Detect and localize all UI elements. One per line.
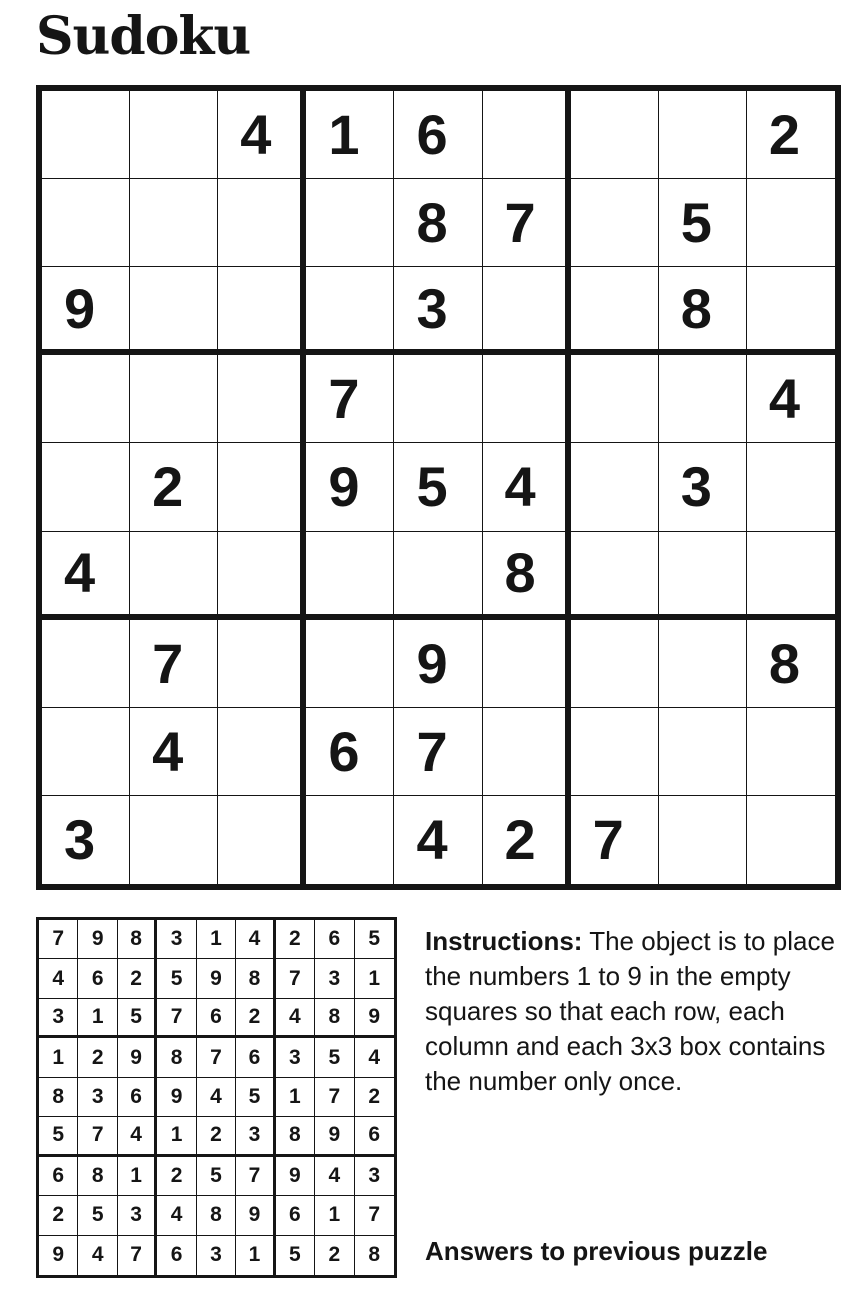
sudoku-cell-r9-c2[interactable] [130, 796, 218, 884]
solution-cell-r5-c7: 1 [276, 1078, 315, 1117]
solution-cell-r8-c8: 1 [315, 1196, 354, 1235]
solution-cell-r9-c9: 8 [368, 1243, 381, 1267]
sudoku-cell-r8-c2[interactable]: 4 [130, 708, 218, 796]
solution-cell-r9-c5: 3 [197, 1236, 236, 1275]
solution-cell-r3-c7: 4 [276, 999, 315, 1038]
sudoku-cell-r9-c6[interactable]: 2 [483, 796, 571, 884]
solution-cell-r8-c9: 7 [355, 1196, 394, 1235]
solution-cell-r2-c7: 7 [276, 959, 315, 998]
solution-cell-r5-c1: 8 [39, 1078, 78, 1117]
sudoku-cell-r9-c1[interactable]: 3 [42, 796, 130, 884]
solution-cell-r7-c7: 9 [276, 1157, 315, 1196]
sudoku-cell-r3-c1[interactable]: 9 [42, 267, 130, 355]
solution-cell-r9-c4: 6 [157, 1236, 196, 1275]
solution-cell-r5-c2: 3 [78, 1078, 117, 1117]
solution-cell-r1-c8: 6 [315, 920, 354, 959]
solution-cell-r4-c8: 5 [315, 1038, 354, 1077]
sudoku-cell-r3-c7[interactable] [571, 267, 659, 355]
instructions-text: The object is to place the numbers 1 to 9 in the empty squares so that each row, each column and each 3x3 box contains the number only once. [425, 926, 835, 1096]
solution-cell-r6-c1: 5 [39, 1117, 78, 1156]
solution-cell-r7-c4: 2 [157, 1157, 196, 1196]
sudoku-cell-r8-c4[interactable]: 6 [306, 708, 394, 796]
sudoku-grid [36, 85, 841, 890]
sudoku-cell-r5-c4[interactable]: 9 [306, 443, 394, 531]
solution-cell-r2-c8: 3 [315, 959, 354, 998]
sudoku-cell-r2-c9[interactable] [747, 179, 835, 267]
sudoku-cell-r1-c3[interactable]: 4 [218, 91, 306, 179]
sudoku-cell-r5-c9[interactable] [747, 443, 835, 531]
solution-cell-r3-c1: 3 [39, 999, 78, 1038]
instructions [425, 924, 835, 1099]
solution-cell-r1-c5: 1 [197, 920, 236, 959]
sudoku-cell-r6-c8[interactable] [659, 532, 747, 620]
solution-cell-r2-c6: 8 [236, 959, 275, 998]
solution-cell-r9-c7: 5 [276, 1236, 315, 1275]
sudoku-cell-r4-c4[interactable]: 7 [306, 355, 394, 443]
sudoku-cell-r1-c1[interactable] [42, 91, 130, 179]
solution-cell-r1-c1: 7 [39, 920, 78, 959]
sudoku-cell-r6-c4[interactable] [306, 532, 394, 620]
sudoku-cell-r8-c3[interactable] [218, 708, 306, 796]
sudoku-cell-r2-c8[interactable]: 5 [659, 179, 747, 267]
sudoku-cell-r3-c5[interactable]: 3 [394, 267, 482, 355]
sudoku-cell-r4-c7[interactable] [571, 355, 659, 443]
solution-cell-r7-c5: 5 [197, 1157, 236, 1196]
solution-cell-r8-c6: 9 [236, 1196, 275, 1235]
sudoku-cell-r6-c6[interactable]: 8 [483, 532, 571, 620]
solution-cell-r5-c5: 4 [197, 1078, 236, 1117]
solution-cell-r2-c4: 5 [157, 959, 196, 998]
sudoku-cell-r6-c7[interactable] [571, 532, 659, 620]
solution-cell-r9-c3: 7 [118, 1236, 157, 1275]
sudoku-cell-r9-c4[interactable] [306, 796, 394, 884]
solution-cell-r3-c4: 7 [157, 999, 196, 1038]
solution-cell-r8-c2: 5 [78, 1196, 117, 1235]
solution-cell-r2-c5: 9 [197, 959, 236, 998]
solution-cell-r7-c3: 1 [118, 1157, 157, 1196]
solution-cell-r4-c2: 2 [78, 1038, 117, 1077]
sudoku-cell-r7-c3[interactable] [218, 620, 306, 708]
previous-solution-grid [36, 917, 397, 1278]
solution-cell-r8-c5: 8 [197, 1196, 236, 1235]
solution-cell-r4-c1: 1 [39, 1038, 78, 1077]
sudoku-cell-r2-c6[interactable]: 7 [483, 179, 571, 267]
solution-cell-r9-c6: 1 [236, 1236, 275, 1275]
solution-cell-r7-c2: 8 [78, 1157, 117, 1196]
sudoku-cell-r7-c9[interactable]: 8 [747, 620, 835, 708]
sudoku-cell-r4-c5[interactable] [394, 355, 482, 443]
sudoku-cell-r2-c4[interactable] [306, 179, 394, 267]
solution-cell-r3-c9: 9 [355, 999, 394, 1038]
solution-cell-r8-c4: 4 [157, 1196, 196, 1235]
sudoku-cell-r3-c8[interactable]: 8 [659, 267, 747, 355]
sudoku-cell-r1-c6[interactable] [483, 91, 571, 179]
sudoku-cell-r7-c2[interactable]: 7 [130, 620, 218, 708]
sudoku-cell-r1-c9[interactable]: 2 [747, 91, 835, 179]
solution-cell-r1-c9: 5 [355, 920, 394, 959]
sudoku-cell-r6-c9[interactable] [747, 532, 835, 620]
sudoku-cell-r7-c1[interactable] [42, 620, 130, 708]
solution-cell-r6-c8: 9 [315, 1117, 354, 1156]
sudoku-cell-r7-c5[interactable]: 9 [394, 620, 482, 708]
sudoku-cell-r2-c5[interactable]: 8 [394, 179, 482, 267]
sudoku-cell-r8-c5[interactable]: 7 [394, 708, 482, 796]
sudoku-cell-r8-c1[interactable] [42, 708, 130, 796]
solution-cell-r9-c1: 9 [39, 1236, 78, 1275]
sudoku-cell-r6-c1[interactable]: 4 [42, 532, 130, 620]
sudoku-cell-r5-c1[interactable] [42, 443, 130, 531]
sudoku-cell-r8-c7[interactable] [571, 708, 659, 796]
solution-cell-r8-c1: 2 [39, 1196, 78, 1235]
solution-cell-r9-c2: 4 [78, 1236, 117, 1275]
sudoku-cell-r4-c2[interactable] [130, 355, 218, 443]
sudoku-cell-r8-c9[interactable] [747, 708, 835, 796]
sudoku-cell-r2-c7[interactable] [571, 179, 659, 267]
solution-cell-r3-c2: 1 [78, 999, 117, 1038]
sudoku-cell-r7-c4[interactable] [306, 620, 394, 708]
solution-cell-r6-c5: 2 [197, 1117, 236, 1156]
solution-cell-r1-c2: 9 [78, 920, 117, 959]
solution-cell-r3-c3: 5 [118, 999, 157, 1038]
solution-cell-r5-c9: 2 [355, 1078, 394, 1117]
sudoku-cell-r3-c4[interactable] [306, 267, 394, 355]
sudoku-cell-r9-c9[interactable] [747, 796, 835, 884]
sudoku-cell-r1-c8[interactable] [659, 91, 747, 179]
solution-cell-r5-c8: 7 [315, 1078, 354, 1117]
sudoku-cell-r8-c8[interactable] [659, 708, 747, 796]
sudoku-cell-r5-c8[interactable]: 3 [659, 443, 747, 531]
sudoku-cell-r6-c3[interactable] [218, 532, 306, 620]
sudoku-cell-r3-c6[interactable] [483, 267, 571, 355]
solution-cell-r4-c3: 9 [118, 1038, 157, 1077]
sudoku-cell-r4-c1[interactable] [42, 355, 130, 443]
sudoku-cell-r1-c5[interactable]: 6 [394, 91, 482, 179]
sudoku-cell-r5-c5[interactable]: 5 [394, 443, 482, 531]
solution-cell-r6-c2: 7 [78, 1117, 117, 1156]
sudoku-cell-r6-c5[interactable] [394, 532, 482, 620]
solution-cell-r3-c8: 8 [315, 999, 354, 1038]
sudoku-cell-r9-c7[interactable]: 7 [571, 796, 659, 884]
solution-cell-r1-c3: 8 [118, 920, 157, 959]
solution-cell-r4-c6: 6 [236, 1038, 275, 1077]
solution-cell-r1-c7: 2 [276, 920, 315, 959]
sudoku-cell-r3-c2[interactable] [130, 267, 218, 355]
sudoku-cell-r3-c3[interactable] [218, 267, 306, 355]
solution-cell-r6-c3: 4 [118, 1117, 157, 1156]
sudoku-cell-r5-c6[interactable]: 4 [483, 443, 571, 531]
sudoku-cell-r1-c4[interactable]: 1 [306, 91, 394, 179]
sudoku-cell-r2-c3[interactable] [218, 179, 306, 267]
sudoku-cell-r1-c7[interactable] [571, 91, 659, 179]
sudoku-cell-r5-c7[interactable] [571, 443, 659, 531]
solution-cell-r2-c1: 4 [39, 959, 78, 998]
solution-cell-r9-c8: 2 [315, 1236, 354, 1275]
solution-cell-r8-c3: 3 [118, 1196, 157, 1235]
sudoku-cell-r4-c6[interactable] [483, 355, 571, 443]
sudoku-cell-r6-c2[interactable] [130, 532, 218, 620]
sudoku-cell-r5-c2[interactable]: 2 [130, 443, 218, 531]
solution-cell-r7-c6: 7 [236, 1157, 275, 1196]
sudoku-cell-r2-c2[interactable] [130, 179, 218, 267]
sudoku-cell-r4-c3[interactable] [218, 355, 306, 443]
solution-cell-r5-c4: 9 [157, 1078, 196, 1117]
sudoku-cell-r9-c5[interactable]: 4 [394, 796, 482, 884]
solution-cell-r8-c7: 6 [276, 1196, 315, 1235]
sudoku-cell-r9-c3[interactable] [218, 796, 306, 884]
sudoku-cell-r4-c9[interactable]: 4 [747, 355, 835, 443]
solution-cell-r1-c6: 4 [236, 920, 275, 959]
solution-cell-r5-c6: 5 [236, 1078, 275, 1117]
solution-cell-r4-c9: 4 [355, 1038, 394, 1077]
sudoku-cell-r5-c3[interactable] [218, 443, 306, 531]
solution-cell-r7-c9: 3 [355, 1157, 394, 1196]
solution-cell-r6-c9: 6 [355, 1117, 394, 1156]
sudoku-cell-r9-c8[interactable] [659, 796, 747, 884]
solution-cell-r7-c8: 4 [315, 1157, 354, 1196]
sudoku-cell-r2-c1[interactable] [42, 179, 130, 267]
solution-cell-r4-c4: 8 [157, 1038, 196, 1077]
sudoku-cell-r7-c6[interactable] [483, 620, 571, 708]
solution-cell-r6-c4: 1 [157, 1117, 196, 1156]
solution-cell-r7-c1: 6 [39, 1157, 78, 1196]
solution-cell-r2-c9: 1 [355, 959, 394, 998]
solution-cell-r6-c6: 3 [236, 1117, 275, 1156]
solution-cell-r4-c5: 7 [197, 1038, 236, 1077]
solution-cell-r6-c7: 8 [276, 1117, 315, 1156]
answers-caption: Answers to previous puzzle [425, 1236, 768, 1266]
solution-cell-r5-c3: 6 [118, 1078, 157, 1117]
solution-cell-r2-c3: 2 [118, 959, 157, 998]
solution-cell-r1-c4: 3 [157, 920, 196, 959]
sudoku-cell-r7-c8[interactable] [659, 620, 747, 708]
sudoku-cell-r8-c6[interactable] [483, 708, 571, 796]
sudoku-cell-r4-c8[interactable] [659, 355, 747, 443]
solution-cell-r4-c7: 3 [276, 1038, 315, 1077]
instructions-label: Instructions: [425, 926, 583, 956]
sudoku-cell-r1-c2[interactable] [130, 91, 218, 179]
puzzle-title: Sudoku [36, 6, 251, 67]
solution-cell-r3-c6: 2 [236, 999, 275, 1038]
sudoku-cell-r7-c7[interactable] [571, 620, 659, 708]
solution-cell-r2-c2: 6 [78, 959, 117, 998]
solution-cell-r3-c5: 6 [197, 999, 236, 1038]
sudoku-cell-r3-c9[interactable] [747, 267, 835, 355]
